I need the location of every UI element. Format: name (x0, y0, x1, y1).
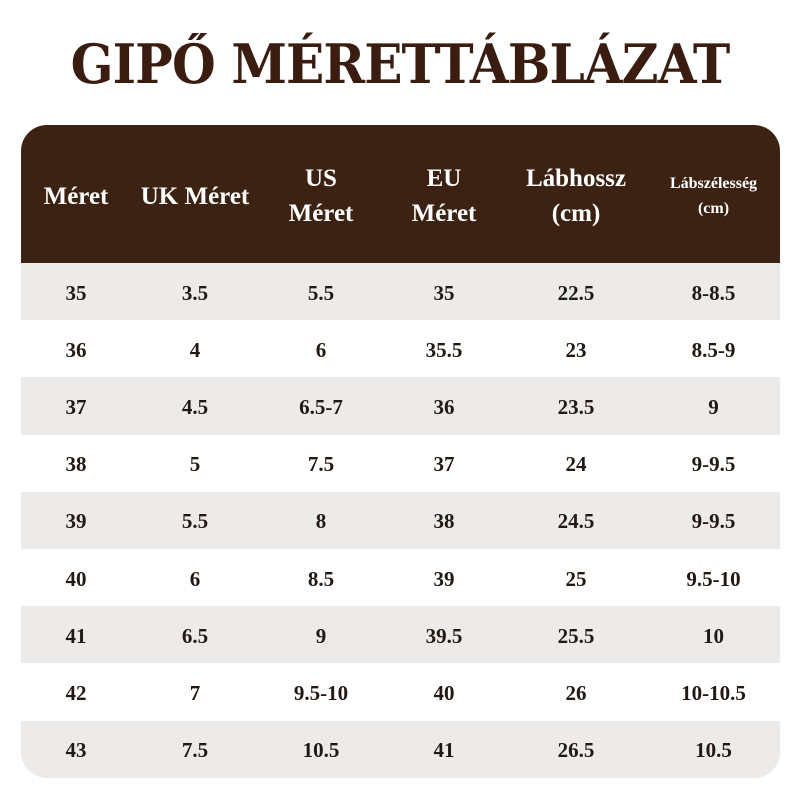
table-cell: 26.5 (557, 738, 595, 763)
table-row (21, 377, 780, 434)
table-cell: 9-9.5 (691, 509, 736, 534)
table-cell: 38 (65, 452, 87, 477)
table-cell: 7 (189, 680, 201, 705)
table-cell: 9-9.5 (691, 452, 736, 477)
table-cell: 35 (433, 280, 455, 305)
table-cell: 5 (189, 452, 201, 477)
table-row (21, 549, 780, 606)
header-uk-size: UK Méret (140, 182, 250, 210)
table-cell: 8 (315, 509, 327, 534)
table-cell: 38 (433, 509, 455, 534)
table-cell: 25 (565, 566, 587, 591)
table-row (21, 320, 780, 377)
table-cell: 6 (189, 566, 201, 591)
header-size: Méret (43, 182, 109, 210)
table-cell: 43 (65, 738, 87, 763)
table-cell: 3.5 (181, 280, 209, 305)
header-foot-length: Lábhossz (cm) (525, 165, 627, 227)
table-cell: 5.5 (181, 509, 209, 534)
table-cell: 10-10.5 (681, 680, 746, 705)
header-eu-size: EU Méret (411, 165, 477, 227)
table-cell: 5.5 (307, 280, 335, 305)
table-cell: 42 (65, 680, 87, 705)
table-row (21, 606, 780, 663)
table-cell: 26 (565, 680, 587, 705)
table-cell: 4 (189, 337, 201, 362)
table-cell: 6.5-7 (299, 394, 343, 419)
table-cell: 36 (65, 337, 87, 362)
table-cell: 24.5 (557, 509, 595, 534)
table-header (21, 125, 780, 263)
table-cell: 35 (65, 280, 87, 305)
table-row (21, 263, 780, 320)
table-cell: 8-8.5 (691, 280, 736, 305)
table-cell: 7.5 (181, 738, 209, 763)
table-cell: 4.5 (181, 394, 209, 419)
table-cell: 10 (703, 623, 724, 648)
table-cell: 8.5-9 (691, 337, 736, 362)
table-cell: 10.5 (302, 738, 340, 763)
table-cell: 9 (708, 394, 719, 419)
table-cell: 41 (433, 738, 455, 763)
table-body (21, 263, 780, 778)
table-cell: 23 (565, 337, 587, 362)
header-foot-width: Lábszélesség (cm) (669, 175, 758, 217)
table-cell: 6.5 (181, 623, 209, 648)
table-row (21, 435, 780, 492)
table-cell: 37 (65, 394, 87, 419)
table-cell: 7.5 (307, 452, 335, 477)
table-cell: 9.5-10 (293, 680, 349, 705)
table-cell: 36 (433, 394, 455, 419)
table-cell: 41 (65, 623, 87, 648)
table-cell: 9 (315, 623, 327, 648)
table-cell: 25.5 (557, 623, 595, 648)
table-cell: 6 (315, 337, 327, 362)
table-cell: 40 (65, 566, 87, 591)
table-cell: 39.5 (425, 623, 463, 648)
table-row (21, 492, 780, 549)
table-cell: 35.5 (425, 337, 463, 362)
page-title: GIPŐ MÉRETTÁBLÁZAT (70, 32, 730, 96)
table-cell: 37 (433, 452, 455, 477)
table-cell: 22.5 (557, 280, 595, 305)
table-cell: 40 (433, 680, 455, 705)
table-cell: 24 (565, 452, 587, 477)
table-cell: 10.5 (695, 738, 732, 763)
table-cell: 39 (65, 509, 87, 534)
size-chart-table (21, 125, 780, 778)
table-row (21, 663, 780, 720)
header-us-size: US Méret (288, 165, 354, 227)
table-cell: 8.5 (307, 566, 335, 591)
table-cell: 23.5 (557, 394, 595, 419)
table-cell: 39 (433, 566, 455, 591)
table-row (21, 721, 780, 778)
table-cell: 9.5-10 (686, 566, 741, 591)
